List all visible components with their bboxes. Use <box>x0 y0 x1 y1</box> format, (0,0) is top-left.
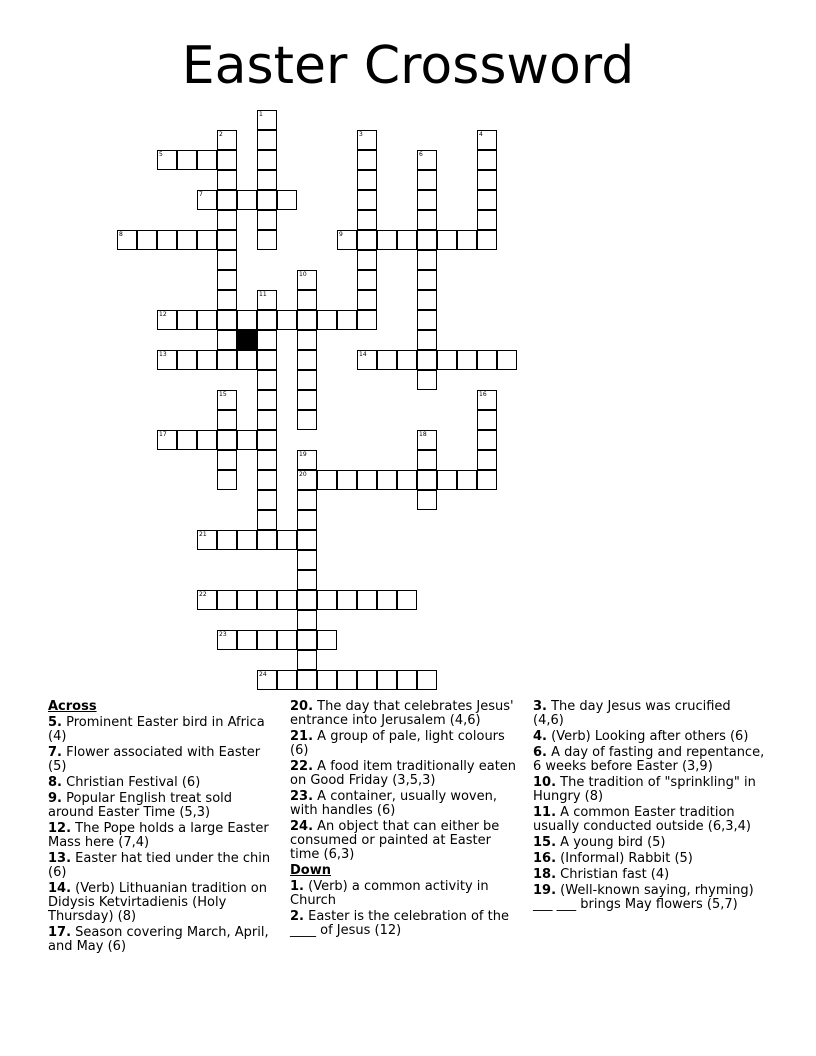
clue-number-label: 2 <box>219 131 223 138</box>
clue-text: Christian fast (4) <box>556 867 670 882</box>
clue-text: (Verb) Lithuanian tradition on Didysis Ketvirtadienis (Holy Thursday) (8) <box>48 881 268 924</box>
crossword-cell[interactable] <box>357 290 377 310</box>
crossword-cell[interactable] <box>297 670 317 690</box>
crossword-cell[interactable] <box>397 670 417 690</box>
crossword-cell[interactable] <box>257 290 277 310</box>
clue-number-label: 24 <box>259 671 267 678</box>
crossword-cell[interactable] <box>457 350 477 370</box>
crossword-cell[interactable] <box>257 630 277 650</box>
crossword-cell[interactable] <box>257 530 277 550</box>
clue-text: Popular English treat sold around Easter Time (5,3) <box>48 791 233 820</box>
crossword-cell[interactable] <box>257 190 277 210</box>
crossword-cell[interactable] <box>217 630 237 650</box>
crossword-cell[interactable] <box>237 430 257 450</box>
crossword-cell[interactable] <box>217 130 237 150</box>
clue-text: A container, usually woven, with handles (6) <box>290 789 497 818</box>
crossword-cell[interactable] <box>277 670 297 690</box>
clue-text: The tradition of "sprinkling" in Hungry (8) <box>533 775 756 804</box>
crossword-cell[interactable] <box>257 130 277 150</box>
crossword-cell[interactable] <box>477 450 497 470</box>
crossword-cell[interactable] <box>397 470 417 490</box>
clue-number-label: 23 <box>219 631 227 638</box>
crossword-cell[interactable] <box>257 230 277 250</box>
crossword-cell[interactable] <box>437 230 457 250</box>
crossword-cell[interactable] <box>357 270 377 290</box>
clue-number-label: 12 <box>159 311 167 318</box>
clue-item <box>533 746 765 774</box>
crossword-cell[interactable] <box>217 450 237 470</box>
crossword-cell[interactable] <box>217 210 237 230</box>
clue-number-label: 21 <box>199 531 207 538</box>
clue-number: 18. <box>533 867 557 882</box>
crossword-cell[interactable] <box>417 190 437 210</box>
clue-item <box>48 746 280 774</box>
crossword-cell[interactable] <box>417 490 437 510</box>
crossword-cell[interactable] <box>417 450 437 470</box>
clue-number: 3. <box>533 699 547 714</box>
crossword-cell[interactable] <box>297 330 317 350</box>
crossword-cell[interactable] <box>417 670 437 690</box>
crossword-cell[interactable] <box>257 390 277 410</box>
clue-text: A group of pale, light colours (6) <box>290 729 505 758</box>
crossword-cell[interactable] <box>317 630 337 650</box>
crossword-cell[interactable] <box>397 590 417 610</box>
crossword-cell[interactable] <box>257 310 277 330</box>
down-clue-list-continued <box>533 700 765 912</box>
crossword-cell[interactable] <box>217 350 237 370</box>
clue-number-label: 5 <box>159 151 163 158</box>
clue-number: 23. <box>290 789 314 804</box>
clue-column-1 <box>48 700 280 956</box>
crossword-cell[interactable] <box>297 270 317 290</box>
clue-item <box>48 882 280 924</box>
crossword-cell[interactable] <box>197 190 217 210</box>
across-heading: Across <box>48 699 97 714</box>
crossword-cell[interactable] <box>377 670 397 690</box>
crossword-cell[interactable] <box>417 170 437 190</box>
crossword-cell[interactable] <box>297 290 317 310</box>
clue-number: 12. <box>48 821 72 836</box>
crossword-cell[interactable] <box>297 450 317 470</box>
crossword-cell[interactable] <box>297 610 317 630</box>
clue-number: 19. <box>533 883 557 898</box>
crossword-cell[interactable] <box>357 350 377 370</box>
clue-item <box>533 884 765 912</box>
crossword-cell[interactable] <box>237 350 257 370</box>
clue-item <box>48 822 280 850</box>
clue-text: Christian Festival (6) <box>61 775 201 790</box>
clue-number-label: 9 <box>339 231 343 238</box>
clue-text: Easter is the celebration of the ____ of Jesus (12) <box>290 909 509 938</box>
clue-text: A young bird (5) <box>556 835 666 850</box>
clue-item <box>290 730 522 758</box>
crossword-cell[interactable] <box>217 430 237 450</box>
crossword-cell[interactable] <box>417 330 437 350</box>
clue-number-label: 17 <box>159 431 167 438</box>
clue-text: (Well-known saying, rhyming) ___ ___ brings May flowers (5,7) <box>533 883 754 912</box>
clue-number-label: 3 <box>359 131 363 138</box>
clue-item <box>290 760 522 788</box>
crossword-cell[interactable] <box>457 470 477 490</box>
crossword-cell[interactable] <box>317 470 337 490</box>
crossword-cell[interactable] <box>237 630 257 650</box>
crossword-cell[interactable] <box>257 450 277 470</box>
crossword-cell[interactable] <box>297 650 317 670</box>
clue-number-label: 13 <box>159 351 167 358</box>
crossword-cell[interactable] <box>477 410 497 430</box>
clue-number-label: 4 <box>479 131 483 138</box>
clue-item <box>533 852 765 866</box>
across-clue-list-continued <box>290 700 522 862</box>
clue-item <box>290 880 522 908</box>
crossword-cell[interactable] <box>257 170 277 190</box>
crossword-cell[interactable] <box>417 350 437 370</box>
clue-item <box>290 820 522 862</box>
crossword-cell[interactable] <box>437 470 457 490</box>
clue-number: 20. <box>290 699 314 714</box>
crossword-cell[interactable] <box>477 230 497 250</box>
clue-number-label: 20 <box>299 471 307 478</box>
crossword-cell[interactable] <box>477 150 497 170</box>
crossword-cell[interactable] <box>237 190 257 210</box>
clue-number: 15. <box>533 835 557 850</box>
clue-item <box>533 700 765 728</box>
crossword-cell[interactable] <box>377 590 397 610</box>
crossword-cell[interactable] <box>157 310 177 330</box>
clue-column-3 <box>533 700 765 914</box>
crossword-cell[interactable] <box>257 330 277 350</box>
crossword-cell[interactable] <box>357 310 377 330</box>
crossword-cell[interactable] <box>417 250 437 270</box>
clue-item <box>533 776 765 804</box>
crossword-cell[interactable] <box>417 310 437 330</box>
crossword-cell[interactable] <box>417 430 437 450</box>
crossword-cell[interactable] <box>197 150 217 170</box>
crossword-cell[interactable] <box>197 350 217 370</box>
crossword-cell[interactable] <box>217 410 237 430</box>
clue-item <box>290 790 522 818</box>
crossword-cell[interactable] <box>297 410 317 430</box>
crossword-cell[interactable] <box>437 350 457 370</box>
clue-item <box>533 868 765 882</box>
crossword-cell[interactable] <box>297 630 317 650</box>
crossword-cell[interactable] <box>357 190 377 210</box>
crossword-cell[interactable] <box>257 410 277 430</box>
clue-number-label: 11 <box>259 291 267 298</box>
clue-text: Flower associated with Easter (5) <box>48 745 261 774</box>
crossword-cell[interactable] <box>357 170 377 190</box>
crossword-cell[interactable] <box>297 370 317 390</box>
clue-number-label: 6 <box>419 151 423 158</box>
clue-item <box>48 776 280 790</box>
crossword-cell[interactable] <box>337 310 357 330</box>
clue-item <box>48 852 280 880</box>
clue-text: (Informal) Rabbit (5) <box>556 851 693 866</box>
clue-number: 13. <box>48 851 72 866</box>
crossword-cell[interactable] <box>357 470 377 490</box>
clue-number: 7. <box>48 745 62 760</box>
clue-item <box>48 792 280 820</box>
clue-number: 2. <box>290 909 304 924</box>
crossword-cell[interactable] <box>277 530 297 550</box>
crossword-cell[interactable] <box>477 210 497 230</box>
crossword-cell[interactable] <box>317 310 337 330</box>
crossword-cell[interactable] <box>417 270 437 290</box>
crossword-cell[interactable] <box>217 590 237 610</box>
crossword-cell[interactable] <box>177 430 197 450</box>
clue-number: 24. <box>290 819 314 834</box>
clue-number: 4. <box>533 729 547 744</box>
clue-text: (Verb) a common activity in Church <box>290 879 489 908</box>
crossword-cell[interactable] <box>417 210 437 230</box>
clue-number: 11. <box>533 805 557 820</box>
clue-text: Easter hat tied under the chin (6) <box>48 851 271 880</box>
crossword-cell[interactable] <box>217 270 237 290</box>
crossword-cell[interactable] <box>157 350 177 370</box>
crossword-cell[interactable] <box>417 370 437 390</box>
clue-number: 5. <box>48 715 62 730</box>
clue-number: 17. <box>48 925 72 940</box>
across-clue-list <box>48 716 280 954</box>
crossword-cell[interactable] <box>177 230 197 250</box>
clue-number: 14. <box>48 881 72 896</box>
crossword-cell[interactable] <box>257 210 277 230</box>
crossword-cell[interactable] <box>337 470 357 490</box>
crossword-cell[interactable] <box>377 350 397 370</box>
clue-number-label: 18 <box>419 431 427 438</box>
crossword-cell[interactable] <box>297 550 317 570</box>
clue-number-label: 19 <box>299 451 307 458</box>
crossword-cell[interactable] <box>417 470 437 490</box>
clue-number: 22. <box>290 759 314 774</box>
clue-number: 6. <box>533 745 547 760</box>
crossword-cell[interactable] <box>257 370 277 390</box>
crossword-cell[interactable] <box>357 250 377 270</box>
clue-number-label: 10 <box>299 271 307 278</box>
crossword-cell[interactable] <box>477 470 497 490</box>
clue-text: A day of fasting and repentance, 6 weeks before Easter (3,9) <box>533 745 765 774</box>
down-heading: Down <box>290 863 331 878</box>
crossword-cell[interactable] <box>297 350 317 370</box>
crossword-cell[interactable] <box>317 670 337 690</box>
crossword-cell[interactable] <box>217 250 237 270</box>
crossword-cell[interactable] <box>417 290 437 310</box>
crossword-cell[interactable] <box>197 530 217 550</box>
clue-number-label: 7 <box>199 191 203 198</box>
crossword-cell[interactable] <box>357 210 377 230</box>
clue-text: Prominent Easter bird in Africa (4) <box>48 715 265 744</box>
crossword-cell[interactable] <box>257 150 277 170</box>
crossword-cell[interactable] <box>417 150 437 170</box>
clue-number: 8. <box>48 775 62 790</box>
crossword-cell[interactable] <box>477 430 497 450</box>
crossword-cell[interactable] <box>317 590 337 610</box>
clue-number-label: 8 <box>119 231 123 238</box>
crossword-cell[interactable] <box>477 390 497 410</box>
crossword-cell[interactable] <box>457 230 477 250</box>
crossword-cell[interactable] <box>217 530 237 550</box>
crossword-cell[interactable] <box>297 530 317 550</box>
crossword-cell[interactable] <box>357 150 377 170</box>
crossword-cell[interactable] <box>377 230 397 250</box>
crossword-cell[interactable] <box>137 230 157 250</box>
clue-number-label: 16 <box>479 391 487 398</box>
crossword-cell[interactable] <box>177 150 197 170</box>
crossword-black-cell <box>237 330 257 350</box>
clue-number: 21. <box>290 729 314 744</box>
crossword-cell[interactable] <box>197 310 217 330</box>
crossword-cell[interactable] <box>257 510 277 530</box>
crossword-cell[interactable] <box>257 590 277 610</box>
clue-text: A food item traditionally eaten on Good Friday (3,5,3) <box>290 759 517 788</box>
clue-item <box>290 910 522 938</box>
down-clue-list <box>290 880 522 938</box>
crossword-cell[interactable] <box>297 470 317 490</box>
crossword-cell[interactable] <box>357 130 377 150</box>
crossword-cell[interactable] <box>277 590 297 610</box>
crossword-cell[interactable] <box>217 290 237 310</box>
crossword-cell[interactable] <box>217 230 237 250</box>
crossword-cell[interactable] <box>217 150 237 170</box>
clue-item <box>533 806 765 834</box>
crossword-cell[interactable] <box>197 430 217 450</box>
clue-number: 9. <box>48 791 62 806</box>
crossword-cell[interactable] <box>337 670 357 690</box>
clue-number-label: 14 <box>359 351 367 358</box>
clue-text: The day Jesus was crucified (4,6) <box>533 699 731 728</box>
crossword-cell[interactable] <box>257 470 277 490</box>
clue-text: (Verb) Looking after others (6) <box>546 729 749 744</box>
clue-number-label: 22 <box>199 591 207 598</box>
crossword-cell[interactable] <box>217 470 237 490</box>
crossword-cell[interactable] <box>397 350 417 370</box>
crossword-cell[interactable] <box>297 510 317 530</box>
crossword-cell[interactable] <box>477 350 497 370</box>
crossword-cell[interactable] <box>217 190 237 210</box>
crossword-cell[interactable] <box>217 170 237 190</box>
crossword-cell[interactable] <box>477 130 497 150</box>
crossword-cell[interactable] <box>377 470 397 490</box>
crossword-cell[interactable] <box>217 330 237 350</box>
crossword-cell[interactable] <box>177 310 197 330</box>
crossword-cell[interactable] <box>117 230 137 250</box>
crossword-cell[interactable] <box>257 110 277 130</box>
crossword-cell[interactable] <box>297 570 317 590</box>
crossword-cell[interactable] <box>277 630 297 650</box>
crossword-cell[interactable] <box>157 430 177 450</box>
clue-item <box>48 926 280 954</box>
clue-text: A common Easter tradition usually conducted outside (6,3,4) <box>533 805 752 834</box>
page-title: Easter Crossword <box>181 36 635 96</box>
crossword-cell[interactable] <box>257 430 277 450</box>
crossword-cell[interactable] <box>357 670 377 690</box>
crossword-cell[interactable] <box>197 230 217 250</box>
clue-number: 16. <box>533 851 557 866</box>
crossword-cell[interactable] <box>297 590 317 610</box>
crossword-cell[interactable] <box>497 350 517 370</box>
clue-number: 1. <box>290 879 304 894</box>
clue-text: An object that can either be consumed or painted at Easter time (6,3) <box>290 819 500 862</box>
crossword-cell[interactable] <box>217 390 237 410</box>
crossword-cell[interactable] <box>397 230 417 250</box>
clue-item <box>290 700 522 728</box>
crossword-cell[interactable] <box>197 590 217 610</box>
crossword-cell[interactable] <box>217 310 237 330</box>
crossword-cell[interactable] <box>237 530 257 550</box>
crossword-cell[interactable] <box>477 190 497 210</box>
crossword-cell[interactable] <box>157 150 177 170</box>
crossword-cell[interactable] <box>277 190 297 210</box>
crossword-cell[interactable] <box>297 490 317 510</box>
crossword-cell[interactable] <box>297 390 317 410</box>
crossword-cell[interactable] <box>417 230 437 250</box>
clue-number-label: 1 <box>259 111 263 118</box>
crossword-cell[interactable] <box>277 310 297 330</box>
crossword-cell[interactable] <box>477 170 497 190</box>
crossword-cell[interactable] <box>357 230 377 250</box>
clue-text: The day that celebrates Jesus' entrance into Jerusalem (4,6) <box>290 699 514 728</box>
crossword-cell[interactable] <box>257 350 277 370</box>
clue-item <box>48 716 280 744</box>
crossword-cell[interactable] <box>257 670 277 690</box>
clue-text: The Pope holds a large Easter Mass here (7,4) <box>48 821 269 850</box>
crossword-cell[interactable] <box>357 590 377 610</box>
clue-number: 10. <box>533 775 557 790</box>
crossword-cell[interactable] <box>257 490 277 510</box>
crossword-cell[interactable] <box>157 230 177 250</box>
clue-item <box>533 730 765 744</box>
crossword-cell[interactable] <box>237 590 257 610</box>
clue-text: Season covering March, April, and May (6) <box>48 925 269 954</box>
clue-item <box>533 836 765 850</box>
clue-number-label: 15 <box>219 391 227 398</box>
crossword-cell[interactable] <box>237 310 257 330</box>
crossword-cell[interactable] <box>337 590 357 610</box>
crossword-cell[interactable] <box>337 230 357 250</box>
crossword-cell[interactable] <box>297 310 317 330</box>
clue-column-2 <box>290 700 522 940</box>
crossword-cell[interactable] <box>177 350 197 370</box>
